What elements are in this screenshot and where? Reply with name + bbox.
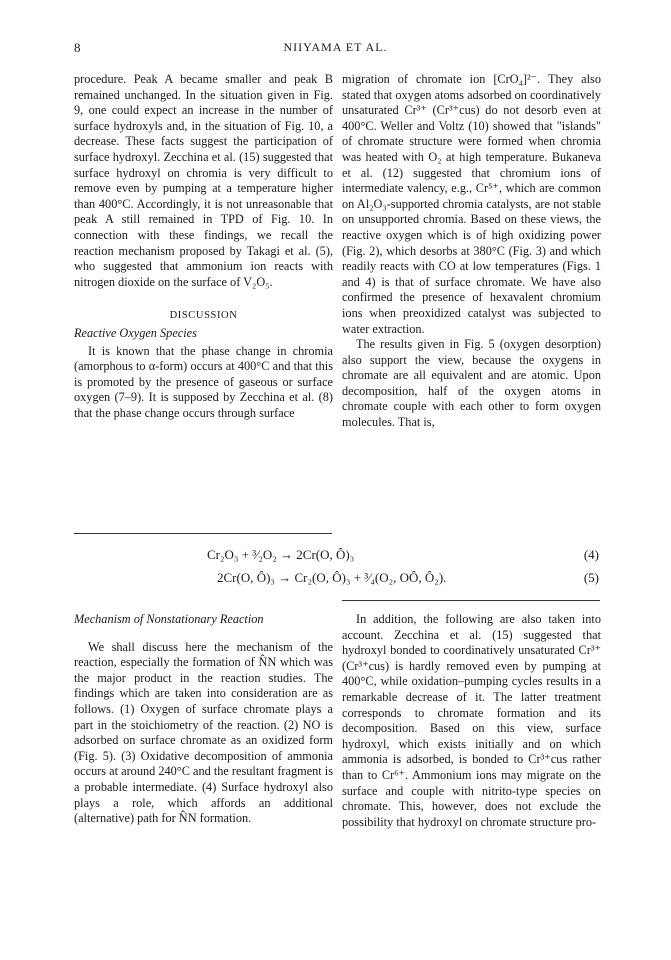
paragraph: migration of chromate ion [CrO₄]²⁻. They also stated that oxygen atoms adsorbed on coordinatively unsaturated Cr³⁺ (Cr³⁺cus) do not desorb even at 400°C. Weller and Voltz (10) showed that "islands" of chromate structure were formed when chromia was heated with O₂ at high temperature. Bukaneva et al. (12) suggested that chromium ions of intermediate valency, e.g., Cr⁵⁺, which are common on Al₂O₃-supported chromia catalysts, are not stable on unsupported chromia. Based on these views, the reactive oxygen which is of high oxidizing power (Fig. 2), which desorbs at 380°C (Fig. 3) and which readily reacts with CO at low temperatures (Figs. 1 and 4) is that of surface chromate. We have also confirmed the presence of hexavalent chromium ions when preoxidized catalyst was subjected to water extraction. [342, 72, 601, 336]
subsection-heading: Mechanism of Nonstationary Reaction [74, 612, 264, 626]
page-number: 8 [74, 40, 81, 55]
paragraph: In addition, the following are also taken into account. Zecchina et al. (15) suggested that hydroxyl bonded to coordinatively unsaturated Cr³⁺ (Cr³⁺cus) is hardly removed even by pumping at 400°C, while oxidation–pumping cycles results in a remarkable decrease of it. The latter treatment corresponds to chromate formation and its decomposition. Based on this view, surface hydroxyl, which exists initially and on which ammonia is adsorbed, is bonded to Cr³⁺cus rather than to Cr⁶⁺. Ammonium ions may migrate on the surface and couple with nitrito-type species on chromate. This, however, does not exclude the possibility that hydroxyl on chromate structure pro- [342, 612, 601, 829]
equation-number: (4) [583, 547, 599, 562]
subsection-heading: Reactive Oxygen Species [74, 325, 197, 340]
column-upper-left [74, 72, 333, 421]
paragraph: It is known that the phase change in chromia (amorphous to α-form) occurs at 400°C and that this is promoted by the presence of gaseous or surface oxygen (7–9). It is supposed by Zecchina et al. (8) that the phase change occurs through surface [74, 343, 333, 420]
equation-number: (5) [583, 570, 599, 585]
paragraph: We shall discuss here the mechanism of the reaction, especially the formation of N̂N which was the major product in the reaction studies. The findings which are taken into consideration are as follows. (1) Oxygen of surface chromate plays a part in the stoichiometry of the reaction. (2) NO is adsorbed on surface chromate as an oxidized form (Fig. 5). (3) Oxidative decomposition of ammonia occurs at around 240°C and the resultant fragment is a probable intermediate. (4) Surface hydroxyl also plays a role, which affords an additional (alternative) path for N̂N formation. [74, 639, 333, 826]
column-lower-right [342, 612, 601, 830]
equation-4: Cr₂O₃ + ³⁄₂O₂ → 2Cr(O, Ô)₃ [207, 547, 355, 562]
equation-5: 2Cr(O, Ô)₃ → Cr₂(O, Ô)₃ + ³⁄₄(O₂, OÔ, Ô₂). [217, 570, 447, 585]
column-upper-right [342, 72, 601, 431]
running-title: NIIYAMA ET AL. [283, 40, 388, 54]
paragraph: The results given in Fig. 5 (oxygen desorption) also support the view, because the oxygens in chromate are all equivalent and are atomic. Upon decomposition, half of the oxygen atoms in chromate couple with each other to form oxygen molecules. That is, [342, 337, 601, 430]
column-lower-left [74, 612, 333, 827]
paragraph: procedure. Peak A became smaller and peak B remained unchanged. In the situation given in Fig. 9, one could expect an increase in the number of surface hydroxyls and, in the situation of Fig. 10, a decrease. These facts suggest the participation of surface hydroxyl. Zecchina et al. (15) suggested that surface hydroxyl on chromia is very difficult to remove even by pumping at a temperature higher than 400°C. Accordingly, it is not unreasonable that peak A still remained in TPD of Fig. 10. In connection with these findings, we recall the reaction mechanism proposed by Takagi et al. (5), who suggested that ammonium ion reacts with nitrogen dioxide on the surface of V₂O₅. [74, 72, 333, 289]
section-heading: DISCUSSION [169, 310, 238, 322]
divider [342, 600, 600, 601]
divider [74, 533, 332, 534]
